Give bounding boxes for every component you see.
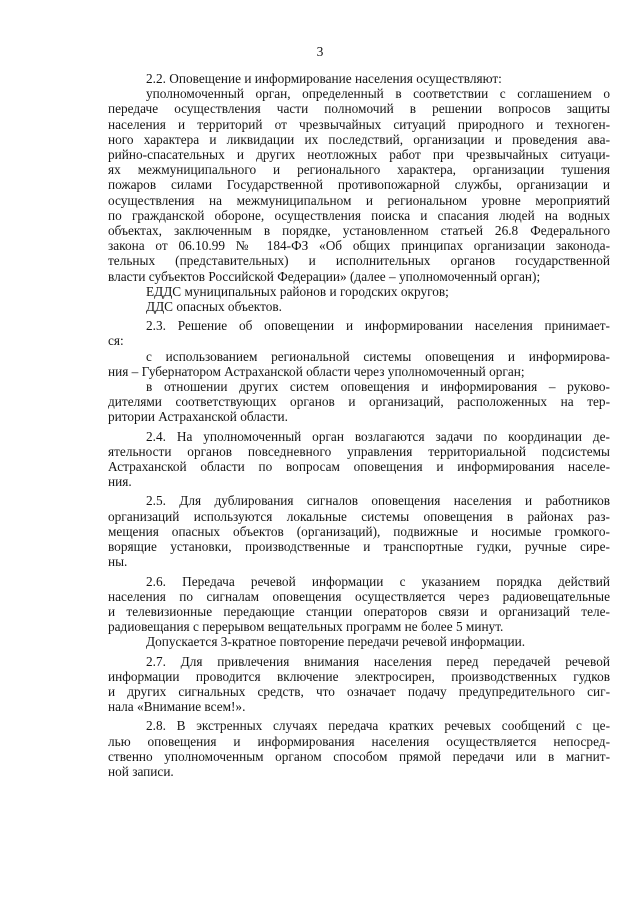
paragraph (108, 86, 610, 284)
paragraph (108, 493, 610, 569)
paragraph (108, 574, 610, 635)
text-line: власти субъектов Российской Федерации» (далее – уполномоченный орган); (108, 268, 541, 284)
text-line: и других сигнальных средств, что означает подачу предупредительного сиг- (108, 683, 610, 699)
text-line: нала «Внимание всем!». (108, 699, 246, 715)
text-line: информации проводится включение электросирен, производственных гудков (108, 668, 610, 684)
text-line: по гражданской обороне, осуществления поиска и спасания людей на водных (108, 207, 610, 223)
paragraph (108, 654, 610, 715)
text-line: организаций используются локальные системы оповещения в районах раз- (108, 508, 610, 524)
text-line: ЕДДС муниципальных районов и городских округов; (146, 283, 449, 299)
paragraph (108, 318, 610, 348)
text-line: уполномоченный орган, определенный в соответствии с соглашением о (146, 86, 610, 102)
text-line: ного характера и ликвидации их последствий, организации и проведения ава- (108, 131, 610, 147)
text-line: 2.7. Для привлечения внимания населения перед передачей речевой (146, 653, 610, 669)
text-line: ДДС опасных объектов. (146, 299, 282, 315)
text-line: ной записи. (108, 763, 174, 779)
text-line: объектах, заключенным в порядке, установленном статьей 26.8 Федерального (108, 223, 610, 239)
text-line: мещения опасных объектов (организаций), подвижные и носимые громкого- (108, 523, 610, 539)
text-line: ятельности органов повседневного управления территориальной подсистемы (108, 443, 610, 459)
text-line: ритории Астраханской области. (108, 409, 288, 425)
text-line: и телевизионные передающие станции операторов связи и организаций теле- (108, 603, 610, 619)
text-line: закона от 06.10.99 № 184-ФЗ «Об общих принципах организации законода- (108, 238, 610, 254)
text-line: передаче осуществления части полномочий в решении вопросов защиты (108, 101, 610, 117)
text-line: рийно-спасательных и других неотложных работ при чрезвычайных ситуаци- (108, 147, 610, 163)
paragraph (108, 429, 610, 490)
text-line: ны. (108, 554, 128, 570)
text-line: с использованием региональной системы оповещения и информирова- (146, 348, 610, 364)
text-line: 2.3. Решение об оповещении и информировании населения принимает- (146, 318, 610, 334)
text-line: ся: (108, 333, 124, 349)
text-line: ственно уполномоченным органом способом прямой передачи или в магнит- (108, 748, 610, 764)
document-body (108, 71, 610, 779)
text-line: лью оповещения и информирования населения осуществляется непосред- (108, 733, 610, 749)
text-line: 2.6. Передача речевой информации с указанием порядка действий (146, 573, 610, 589)
text-line: 2.8. В экстренных случаях передача кратких речевых сообщений с це- (146, 718, 610, 734)
paragraph (108, 718, 610, 779)
paragraph (108, 379, 610, 425)
text-line: ворящие установки, производственные и транспортные гудки, ручные сире- (108, 539, 610, 555)
text-line: 2.2. Оповещение и информирование населения осуществляют: (146, 71, 502, 86)
text-line: 2.5. Для дублирования сигналов оповещения населения и работников (146, 493, 610, 509)
text-line: Астраханской области по вопросам оповещения и информирования населе- (108, 459, 610, 475)
paragraph (108, 284, 610, 299)
text-line: ния – Губернатором Астраханской области через уполномоченный орган; (108, 363, 525, 379)
text-line: ях межмуниципального и регионального характера, организации тушения (108, 162, 610, 178)
text-line: 2.4. На уполномоченный орган возлагаются задачи по координации де- (146, 428, 610, 444)
paragraph (108, 299, 610, 314)
text-line: Допускается 3-кратное повторение передачи речевой информации. (146, 634, 526, 650)
text-line: осуществления на межмуниципальном и региональном уровне мероприятий (108, 192, 610, 208)
text-line: населения по сигналам оповещения осуществляется через радиовещательные (108, 588, 610, 604)
paragraph (108, 634, 610, 649)
paragraph (108, 71, 610, 86)
text-line: дителями соответствующих органов и организаций, расположенных на тер- (108, 394, 610, 410)
text-line: пожаров силами Государственной противопожарной службы, организации и (108, 177, 610, 193)
text-line: ния. (108, 474, 132, 490)
page-number: 3 (316, 44, 324, 59)
text-line: тельных (представительных) и исполнительных органов государственной (108, 253, 610, 269)
text-line: радиовещания с перерывом вещательных программ не более 5 минут. (108, 619, 504, 635)
text-line: в отношении других систем оповещения и информирования – руково- (146, 379, 610, 395)
paragraph (108, 349, 610, 379)
text-line: населения и территорий от чрезвычайных ситуаций природного и техноген- (108, 116, 610, 132)
